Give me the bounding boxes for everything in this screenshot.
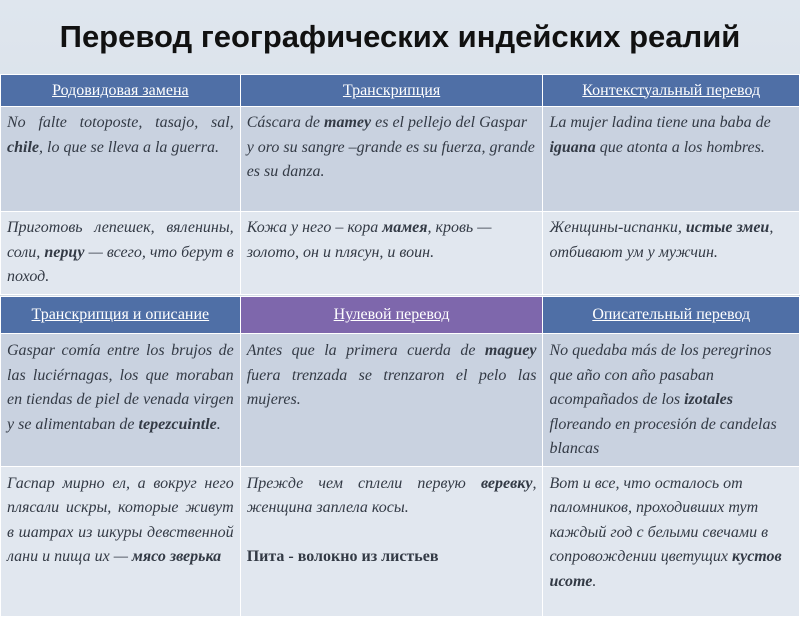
table-header-row <box>1 75 800 107</box>
table-header-row <box>1 297 800 334</box>
table-row <box>1 107 800 212</box>
cell-spanish-contextual: La mujer ladina tiene una baba de iguana que atonta a los hombres. <box>543 107 800 212</box>
header-generic-replacement: Родовидовая замена <box>1 75 241 107</box>
cell-spanish-transcription: Cáscara de mamey es el pellejo del Gaspar y oro su sangre –grande es su fuerza, grande es su danza. <box>240 107 543 212</box>
cell-russian-description: Гаспар мирно ел, а вокруг него плясали искры, которые живут в шатрах из шкуры девственной лани и пища их — мясо зверька <box>1 466 241 616</box>
table-row <box>1 334 800 467</box>
header-transcription-description: Транскрипция и описание <box>1 297 241 334</box>
cell-russian-descriptive: Вот и все, что осталось от паломников, проходивших тут каждый год с белыми свечами в сопровождении цветущих кустов исоте. <box>543 466 800 616</box>
table-row <box>1 212 800 295</box>
header-contextual: Контекстуальный перевод <box>543 75 800 107</box>
cell-russian-transcription: Кожа у него – кора мамея, кровь — золото, он и плясун, и воин. <box>240 212 543 295</box>
cell-spanish-descriptive: No quedaba más de los peregrinos que año con año pasaban acompañados de los izotales floreando en procesión de candelas blancas <box>543 334 800 467</box>
header-transcription: Транскрипция <box>240 75 543 107</box>
cell-russian-generic: Приготовь лепешек, вяленины, соли, перцу — всего, что берут в поход. <box>1 212 241 295</box>
header-zero-translation: Нулевой перевод <box>240 297 543 334</box>
realia-table-top <box>0 74 800 295</box>
slide-title: Перевод географических индейских реалий <box>59 19 741 54</box>
realia-table-bottom <box>0 296 800 617</box>
cell-spanish-generic: No falte totoposte, tasajo, sal, chile, lo que se lleva a la guerra. <box>1 107 241 212</box>
cell-spanish-description: Gaspar comía entre los brujos de las luciérnagas, los que moraban en tiendas de piel de venada virgen y se alimentaban de tepezcuintle. <box>1 334 241 467</box>
cell-spanish-zero: Antes que la primera cuerda de maguey fuera trenzada se trenzaron el pelo las mujeres. <box>240 334 543 467</box>
cell-russian-zero: Прежде чем сплели первую веревку, женщина заплела косы. Пита - волокно из листьев <box>240 466 543 616</box>
note-pita: Пита - волокно из листьев <box>246 548 439 565</box>
table-row <box>1 466 800 616</box>
cell-russian-contextual: Женщины-испанки, истые змеи, отбивают ум у мужчин. <box>543 212 800 295</box>
header-descriptive: Описательный перевод <box>543 297 800 334</box>
